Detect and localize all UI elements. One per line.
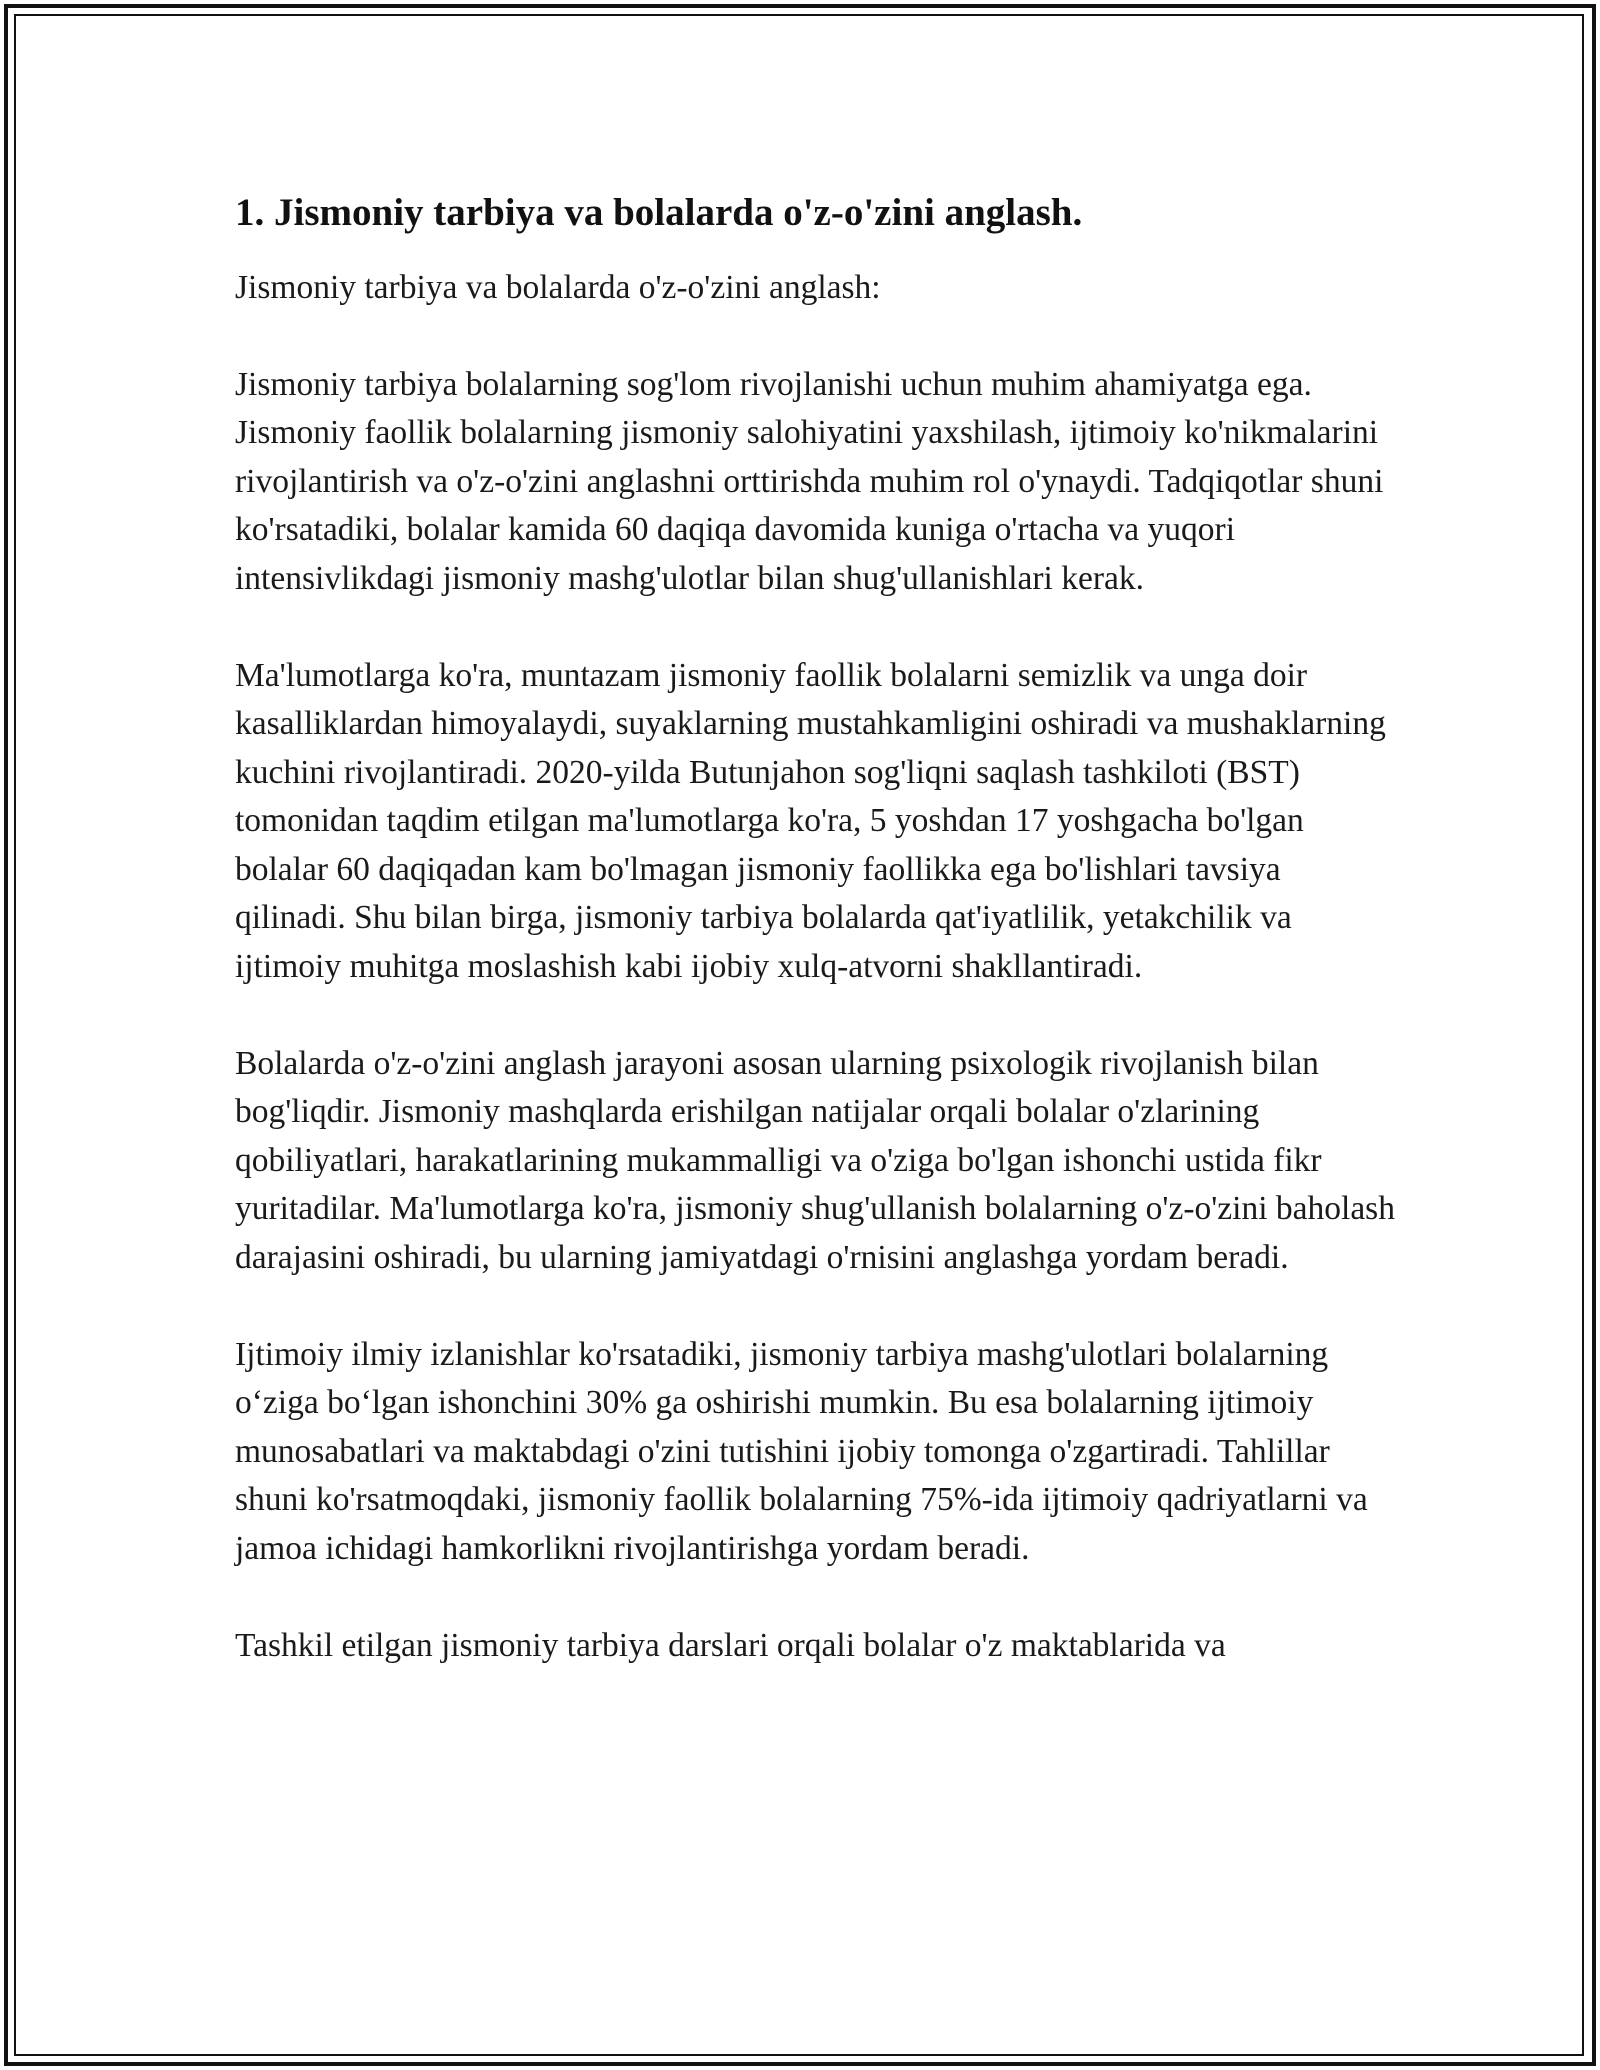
paragraph-4: Ijtimoiy ilmiy izlanishlar ko'rsatadiki, jismoniy tarbiya mashg'ulotlari bolalarning o‘ziga bo‘lgan ishonchini 30% ga oshirishi mumkin. Bu esa bolalarning ijtimoiy munosabatlari va maktabdagi o'zini tutishini ijobiy tomonga o'zgartiradi. Tahlillar shuni ko'rsatmoqdaki, jismoniy faollik bolalarning 75%-ida ijtimoiy qadriyatlarni va jamoa ichidagi hamkorlikni rivojlantirishga yordam beradi.	[235, 1335, 1368, 1567]
intro-line: Jismoniy tarbiya va bolalarda o'z-o'zini anglash:	[235, 269, 881, 306]
document-body	[235, 184, 1395, 1670]
paragraph-2: Ma'lumotlarga ko'ra, muntazam jismoniy faollik bolalarni semizlik va unga doir kasalliklardan himoyalaydi, suyaklarning mustahkamligini oshiradi va mushaklarning kuchini rivojlantiradi. 2020-yilda Butunjahon sog'liqni saqlash tashkiloti (BST) tomonidan taqdim etilgan ma'lumotlarga ko'ra, 5 yoshdan 17 yoshgacha bo'lgan bolalar 60 daqiqadan kam bo'lmagan jismoniy faollikka ega bo'lishlari tavsiya qilinadi. Shu bilan birga, jismoniy tarbiya bolalarda qat'iyatlilik, yetakchilik va ijtimoiy muhitga moslashish kabi ijobiy xulq-atvorni shakllantiradi.	[235, 656, 1386, 985]
paragraph-3: Bolalarda o'z-o'zini anglash jarayoni asosan ularning psixologik rivojlanish bilan bog'liqdir. Jismoniy mashqlarda erishilgan natijalar orqali bolalar o'zlarining qobiliyatlari, harakatlarining mukammalligi va o'ziga bo'lgan ishonchi ustida fikr yuritadilar. Ma'lumotlarga ko'ra, jismoniy shug'ullanish bolalarning o'z-o'zini baholash darajasini oshiradi, bu ularning jamiyatdagi o'rnisini anglashga yordam beradi.	[235, 1044, 1395, 1276]
paragraph-5: Tashkil etilgan jismoniy tarbiya darslari orqali bolalar o'z maktablarida va	[235, 1626, 1226, 1664]
paragraph-1: Jismoniy tarbiya bolalarning sog'lom rivojlanishi uchun muhim ahamiyatga ega. Jismoniy faollik bolalarning jismoniy salohiyatini yaxshilash, ijtimoiy ko'nikmalarini rivojlantirish va o'z-o'zini anglashni orttirishda muhim rol o'ynaydi. Tadqiqotlar shuni ko'rsatadiki, bolalar kamida 60 daqiqa davomida kuniga o'rtacha va yuqori intensivlikdagi jismoniy mashg'ulotlar bilan shug'ullanishlari kerak.	[235, 365, 1384, 597]
section-heading: 1. Jismoniy tarbiya va bolalarda o'z-o'zini anglash.	[235, 191, 1083, 234]
